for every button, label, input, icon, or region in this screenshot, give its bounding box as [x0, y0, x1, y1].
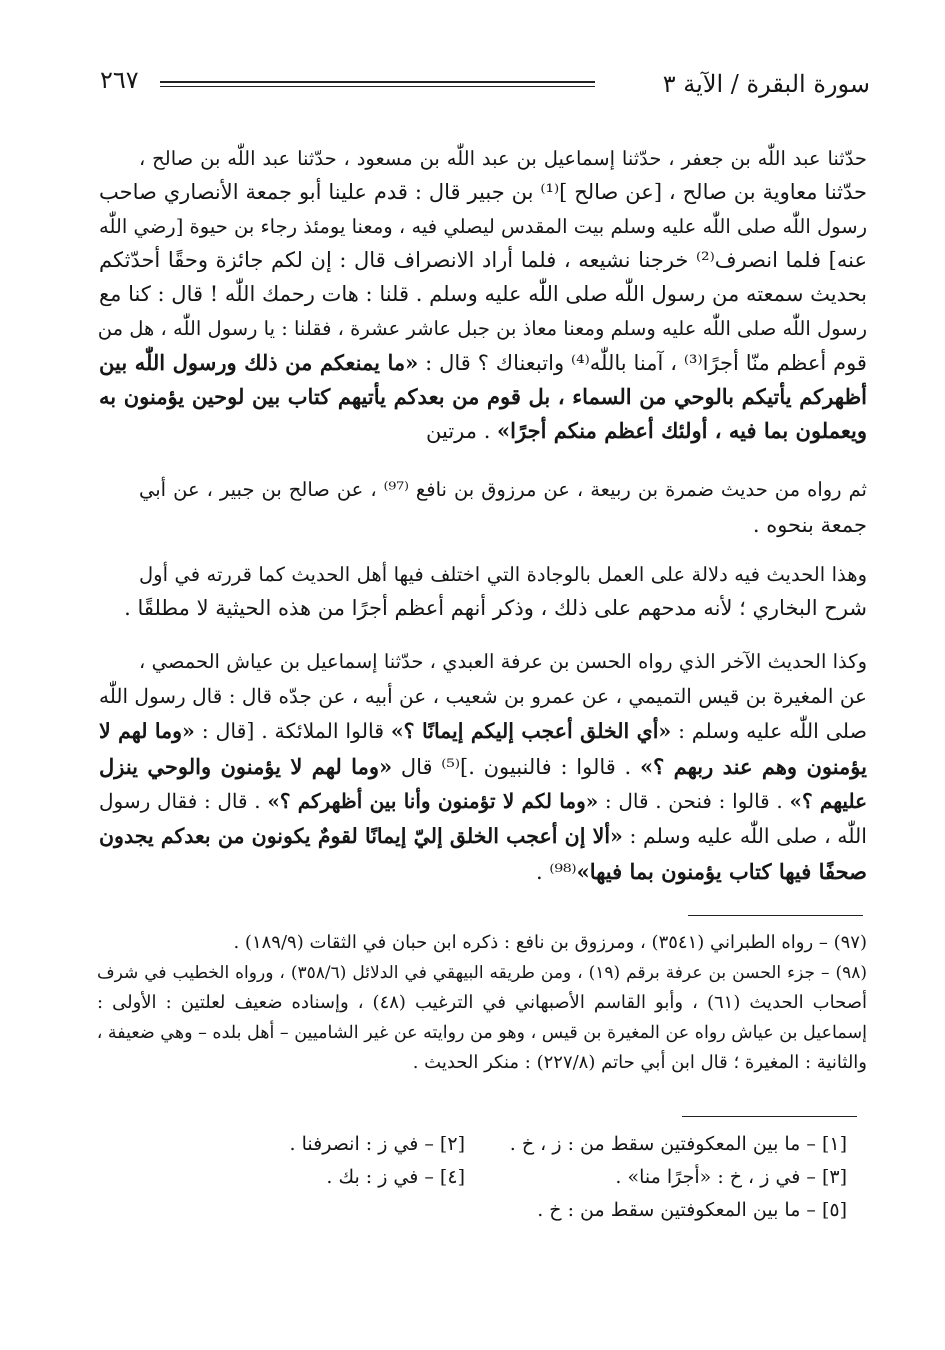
hadith-quote: «ألا إن أعجب الخلق إليّ إيمانًا لقومٌ يكونون من بعدكم يجدون	[99, 824, 623, 848]
body-line: بحديث سمعته من رسول اللّٰه صلى اللّٰه عليه وسلم . قلنا : هات رحمك اللّٰه ! قال : كنا مع	[99, 282, 867, 306]
hadith-quote: ويعملون بما فيه ، أولئك أعظم منكم أجرًا»	[497, 418, 867, 443]
hadith-quote: «وما لهم لا يؤمنون والوحي ينزل	[99, 754, 393, 779]
body-line: جمعة بنحوه .	[752, 513, 867, 537]
variant-note: [٤] – في ز : بك .	[326, 1166, 465, 1188]
hadith-quote: «ما يمنعكم من ذلك ورسول اللّٰه بين	[99, 350, 419, 375]
body-line: رسول اللّٰه صلى اللّٰه عليه وسلم بيت المقدس ليصلي فيه ، ومعنا يومئذ رجاء بن حيوة [رضي اللّٰه	[99, 215, 867, 238]
body-line	[99, 786, 867, 817]
plain-text: اللّٰه ، صلى اللّٰه عليه وسلم :	[622, 824, 868, 848]
footnote-line: (٩٧) – رواه الطبراني (٣٥٤١) ، ومرزوق بن نافع : ذكره ابن حبان في الثقات (١٨٩/٩) .	[233, 932, 867, 953]
hadith-quote-line: أظهركم يأتيكم بالوحي من السماء ، بل قوم من بعدكم يأتيهم كتاب بين لوحين يؤمنون به	[99, 384, 867, 409]
variant-note: [٥] – ما بين المعكوفتين سقط من : خ .	[537, 1199, 847, 1221]
plain-text: . قالوا : فالنبيون .]⁽⁵⁾ قال	[392, 755, 640, 779]
hadith-quote: يؤمنون وهم عند ربهم ؟»	[639, 754, 867, 779]
body-line: عنه] فلما انصرف⁽²⁾ خرجنا نشيعه ، فلما أراد الانصراف قال : إن لكم جائزة وحقًا أحدّثكم	[99, 248, 867, 272]
variant-note: [١] – ما بين المعكوفتين سقط من : ز ، خ .	[509, 1133, 847, 1155]
footnote-line: (٩٨) – جزء الحسن بن عرفة برقم (١٩) ، ومن طريقه البيهقي في الدلائل (٣٥٨/٦) ، ورواه الخطيب في شرف	[97, 963, 867, 983]
plain-text: . مرتين	[426, 419, 498, 443]
plain-text: قالوا الملائكة . [قال :	[194, 719, 391, 743]
hadith-quote: عليهم ؟»	[789, 789, 868, 813]
body-line	[99, 716, 867, 747]
plain-text: ⁽⁹⁸⁾ .	[536, 860, 577, 884]
footnote-line: والثانية : المغيرة ؛ قال ابن أبي حاتم (٢٢٧/٨) : منكر الحديث .	[412, 1052, 867, 1073]
body-line	[99, 347, 867, 379]
body-line: وهذا الحديث فيه دلالة على العمل بالوجادة التي اختلف فيها أهل الحديث كما قررته في أول	[139, 563, 867, 586]
footnote-separator	[688, 915, 863, 916]
hadith-quote: «وما لهم لا	[99, 719, 195, 743]
variant-note: [٣] – في ز ، خ : «أجرًا منا» .	[615, 1166, 847, 1188]
body-line: عن المغيرة بن قيس التميمي ، عن عمرو بن شعيب ، عن أبيه ، عن جدّه قال : قال رسول اللّٰه	[99, 684, 867, 708]
body-line: حدّثنا معاوية بن صالح ، [عن صالح ]⁽¹⁾ بن جبير قال : قدم علينا أبو جمعة الأنصاري صاحب	[99, 180, 867, 204]
plain-text: قوم أعظم منّا أجرًا⁽³⁾ ، آمنا باللّٰه⁽⁴⁾ واتبعناك ؟ قال :	[418, 351, 867, 375]
body-line: رسول اللّٰه صلى اللّٰه عليه وسلم ومعنا معاذ بن جبل عاشر عشرة ، فقلنا : يا رسول اللّٰه ، هل من	[97, 317, 867, 340]
header-rule	[160, 81, 595, 87]
body-line: شرح البخاري ؛ لأنه مدحهم على ذلك ، وذكر أنهم أعظم أجرًا من هذه الحيثية لا مطلقًا .	[124, 596, 867, 620]
hadith-quote: صحفًا فيها كتاب يؤمنون بما فيها»	[576, 859, 867, 884]
footnote-line: أصحاب الحديث (٦١) ، وأبو القاسم الأصبهاني في الترغيب (٤٨) ، وإسناده ضعيف لعلتين : الأولى :	[97, 992, 867, 1013]
variants-separator	[682, 1116, 857, 1117]
page-number: ٢٦٧	[100, 66, 139, 94]
plain-text: . قالوا : فنحن . قال :	[598, 789, 790, 813]
running-head	[100, 66, 870, 106]
body-line: وكذا الحديث الآخر الذي رواه الحسن بن عرفة العبدي ، حدّثنا إسماعيل بن عياش الحمصي ،	[139, 650, 867, 673]
hadith-quote: «وما لكم لا تؤمنون وأنا بين أظهركم ؟»	[267, 789, 599, 813]
body-line	[99, 751, 867, 783]
footnote-line: إسماعيل بن عياش رواه عن المغيرة بن قيس ، وهو من روايته عن غير الشاميين – أهل بلده – وهي ضعيفة ،	[96, 1023, 867, 1043]
body-line	[99, 821, 867, 852]
running-head-title: سورة البقرة / الآية ٣	[662, 70, 870, 98]
body-line: حدّثنا عبد اللّٰه بن جعفر ، حدّثنا إسماعيل بن عبد اللّٰه بن مسعود ، حدّثنا عبد اللّٰه بن صالح ،	[139, 147, 867, 170]
body-line: ثم رواه من حديث ضمرة بن ربيعة ، عن مرزوق بن نافع ⁽⁹⁷⁾ ، عن صالح بن جبير ، عن أبي	[139, 478, 867, 501]
hadith-quote: «أي الخلق أعجب إليكم إيمانًا ؟»	[390, 719, 672, 743]
body-line	[99, 415, 867, 447]
variant-note: [٢] – في ز : انصرفنا .	[289, 1133, 465, 1155]
plain-text: صلى اللّٰه عليه وسلم :	[671, 719, 867, 743]
plain-text: . قال : فقال رسول	[99, 789, 268, 813]
body-line	[99, 856, 867, 888]
